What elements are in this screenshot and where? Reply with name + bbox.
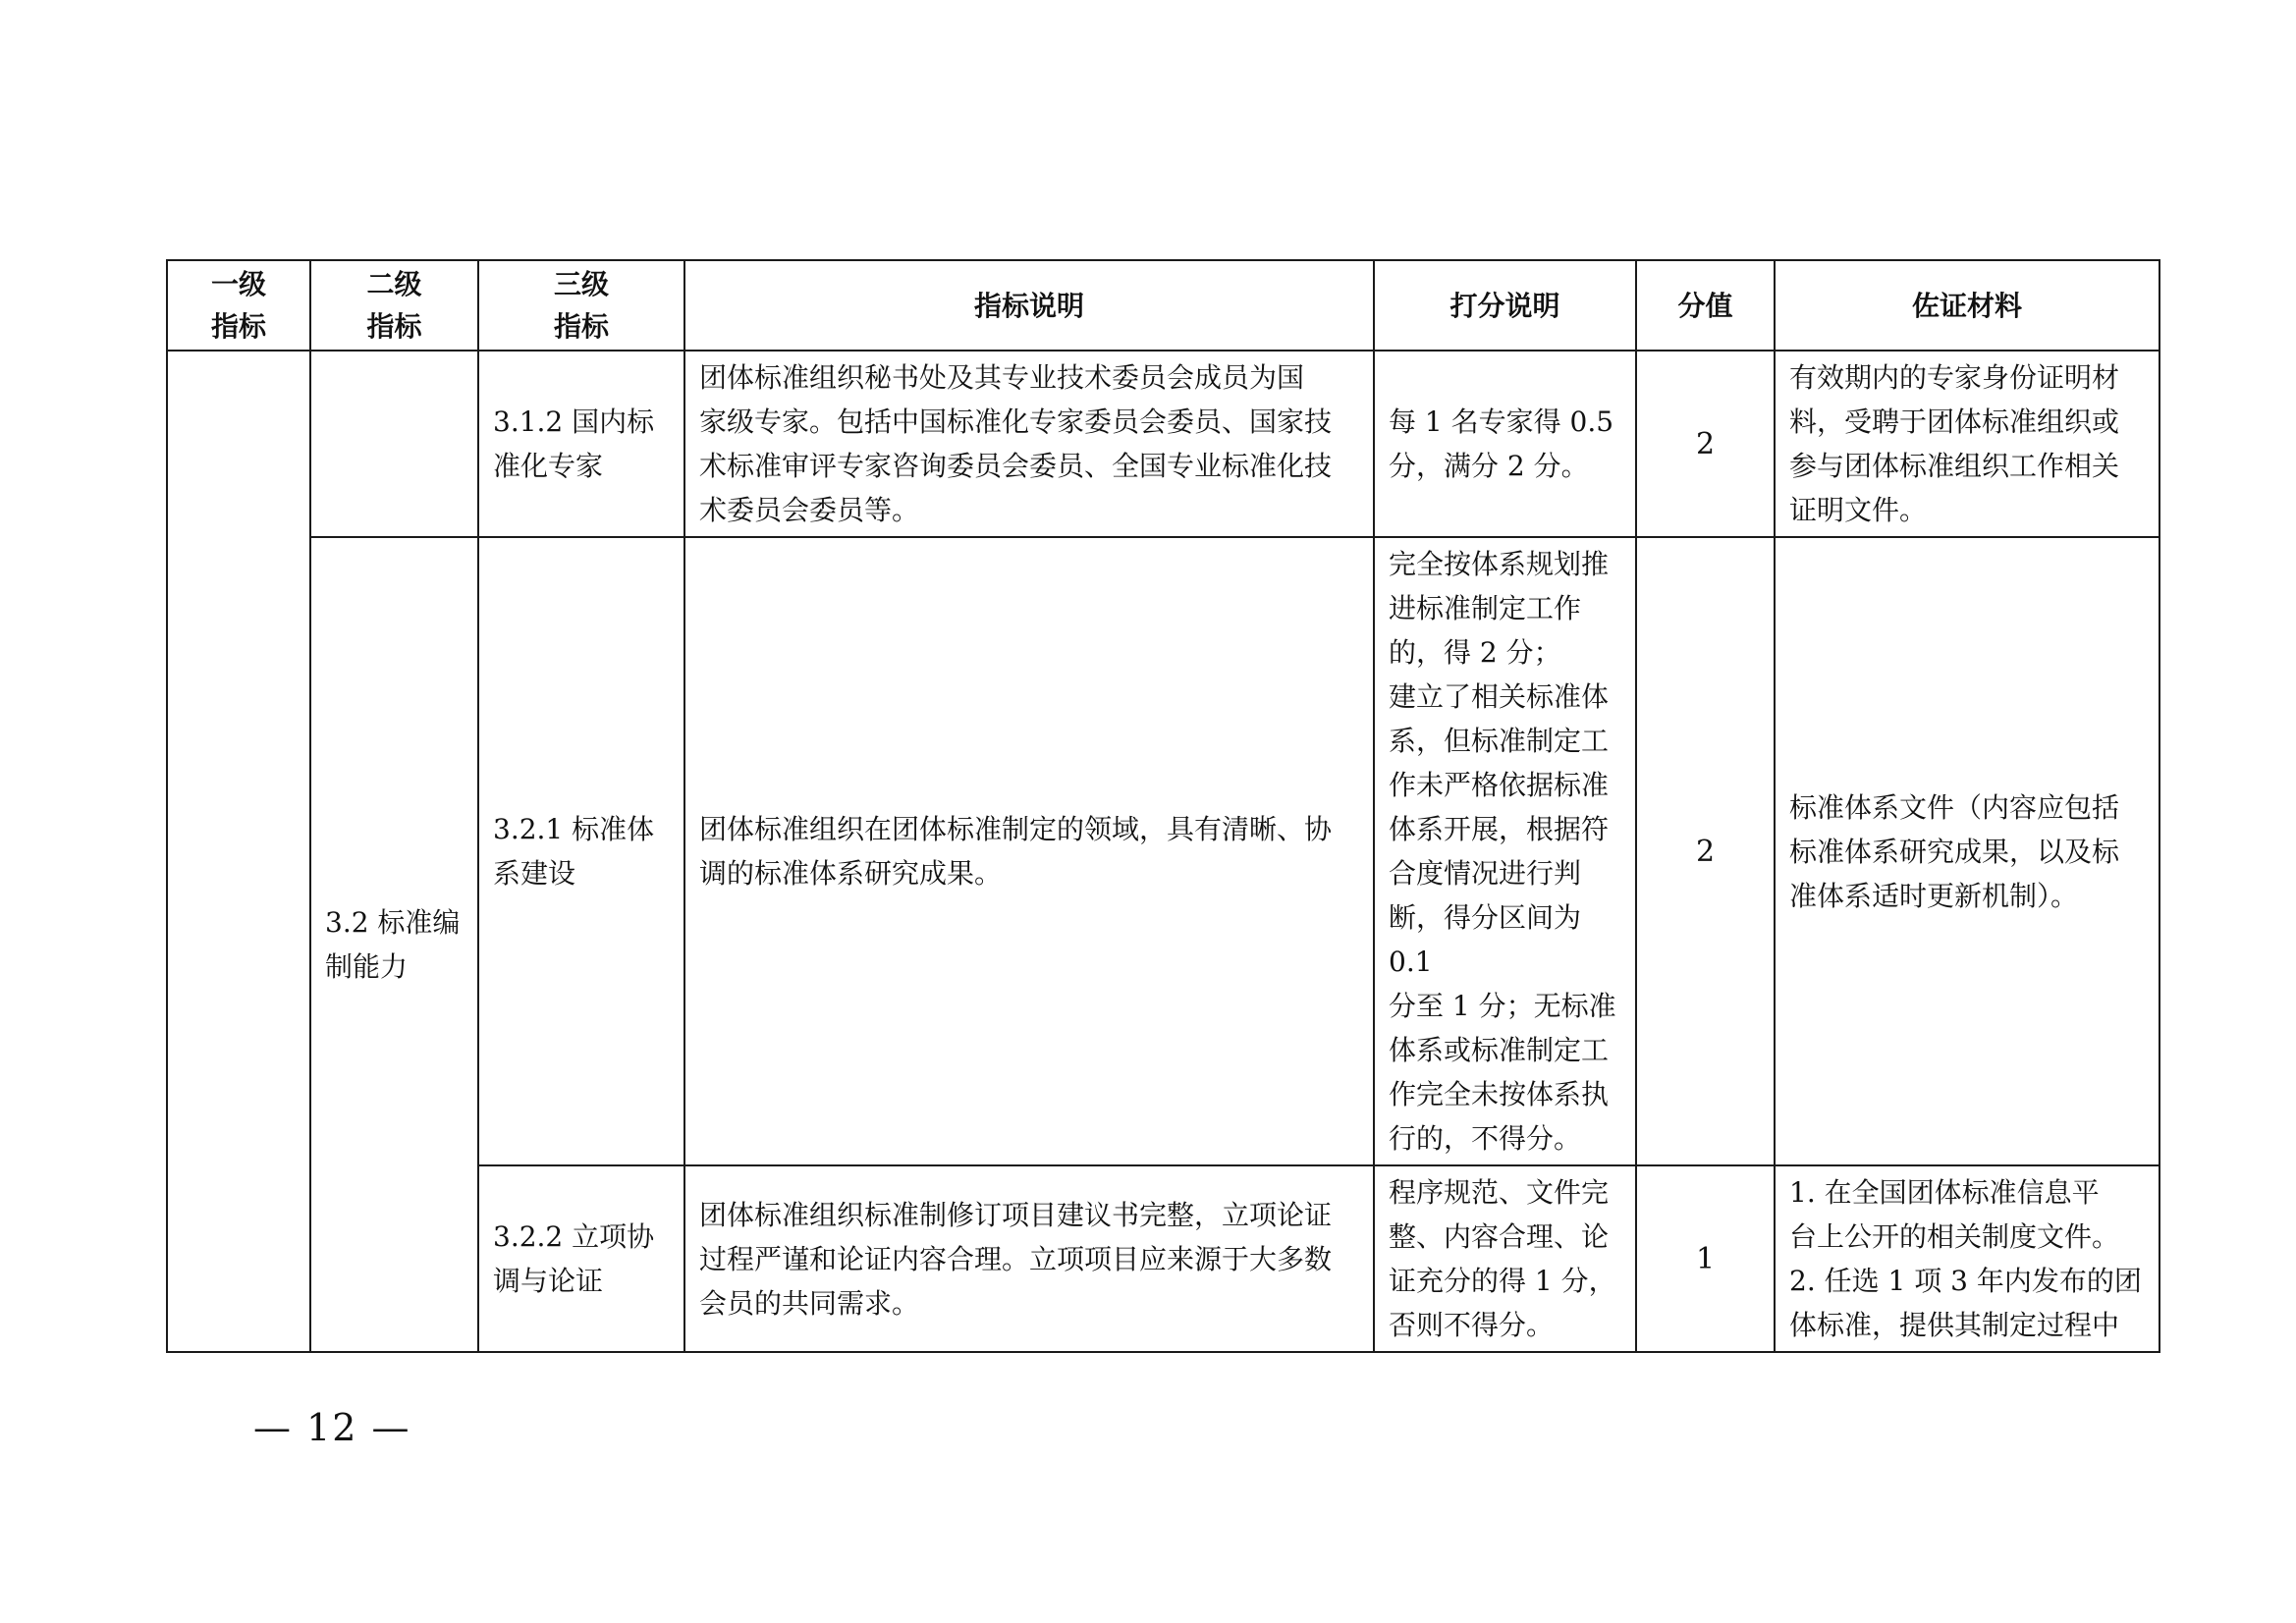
scoring-cell: 程序规范、文件完 整、内容合理、论 证充分的得 1 分， 否则不得分。 [1374,1165,1636,1352]
scoring-cell: 完全按体系规划推 进标准制定工作 的，得 2 分； 建立了相关标准体 系，但标准制定工 作未严格依据标准 体系开展，根据符 合度情况进行判 断，得分区间为 0.1 分至 1 分；无标准 体系或标准制定工 作完全未按体系执 行的，不得分。 [1374,537,1636,1165]
header-evidence: 佐证材料 [1775,260,2159,351]
score-cell: 2 [1636,351,1775,537]
level2-cell: 3.2 标准编 制能力 [310,537,478,1352]
header-score: 分值 [1636,260,1775,351]
level3-cell: 3.1.2 国内标 准化专家 [478,351,684,537]
level2-cell [310,351,478,537]
header-scoring: 打分说明 [1374,260,1636,351]
table-row [167,537,2159,1165]
score-cell: 2 [1636,537,1775,1165]
header-level3: 三级 指标 [478,260,684,351]
score-cell: 1 [1636,1165,1775,1352]
description-cell: 团体标准组织标准制修订项目建议书完整，立项论证 过程严谨和论证内容合理。立项项目应来源于大多数 会员的共同需求。 [684,1165,1374,1352]
description-cell: 团体标准组织在团体标准制定的领域，具有清晰、协 调的标准体系研究成果。 [684,537,1374,1165]
header-level1: 一级 指标 [167,260,310,351]
description-cell: 团体标准组织秘书处及其专业技术委员会成员为国 家级专家。包括中国标准化专家委员会委员、国家技 术标准审评专家咨询委员会委员、全国专业标准化技 术委员会委员等。 [684,351,1374,537]
evaluation-table [166,259,2160,1353]
level3-cell: 3.2.1 标准体 系建设 [478,537,684,1165]
evidence-cell: 标准体系文件（内容应包括 标准体系研究成果，以及标 准体系适时更新机制）。 [1775,537,2159,1165]
scoring-cell: 每 1 名专家得 0.5 分，满分 2 分。 [1374,351,1636,537]
evidence-cell: 1. 在全国团体标准信息平 台上公开的相关制度文件。 2. 任选 1 项 3 年内发布的团 体标准，提供其制定过程中 [1775,1165,2159,1352]
header-level2: 二级 指标 [310,260,478,351]
table-header-row [167,260,2159,351]
table-row [167,351,2159,537]
header-description: 指标说明 [684,260,1374,351]
level1-cell [167,351,310,1352]
level3-cell: 3.2.2 立项协 调与论证 [478,1165,684,1352]
evidence-cell: 有效期内的专家身份证明材 料，受聘于团体标准组织或 参与团体标准组织工作相关 证明文件。 [1775,351,2159,537]
page-number: — 12 — [253,1406,411,1449]
